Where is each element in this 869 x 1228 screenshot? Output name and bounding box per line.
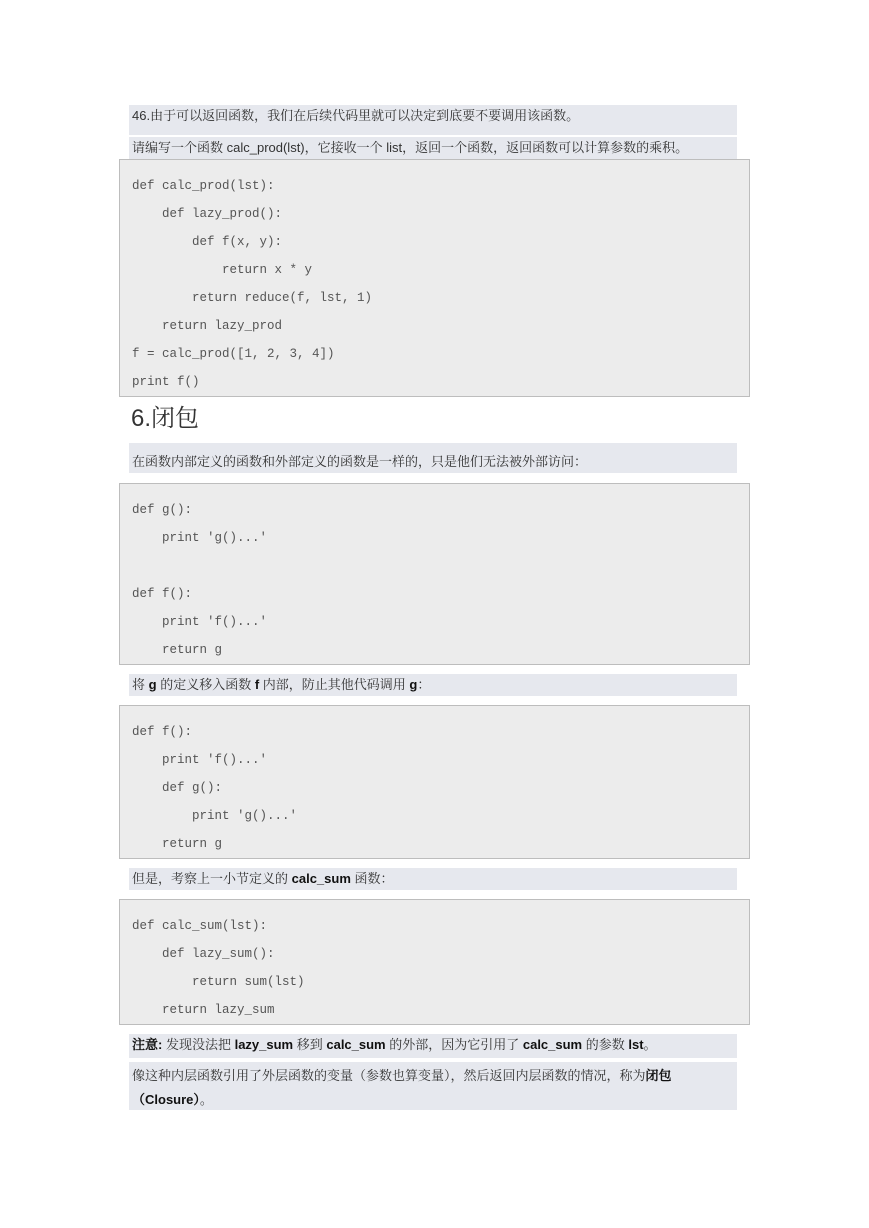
text-span: 但是，考察上一小节定义的 [132,871,292,886]
code-line: print 'f()...' [132,615,268,629]
code-line: f = calc_prod([1, 2, 3, 4]) [132,347,335,361]
note-paragraph [129,1034,737,1058]
code-line: def lazy_sum(): [132,947,275,961]
intro-line-2-text: 请编写一个函数 calc_prod(lst)，它接收一个 list，返回一个函数，返回函数可以计算参数的乘积。 [132,140,689,155]
code-line: print 'f()...' [132,753,268,767]
text-span: 移到 [293,1037,327,1052]
code-line: return g [132,837,223,851]
text-span: 发现没法把 [162,1037,235,1052]
text-span: 函数： [350,871,394,886]
text-span: 的外部，因为它引用了 [385,1037,523,1052]
code-line: def calc_sum(lst): [132,919,268,933]
code-line: print 'g()...' [132,809,298,823]
section-paragraph-text: 在函数内部定义的函数和外部定义的函数是一样的，只是他们无法被外部访问： [132,454,588,469]
calc-sum-paragraph [129,868,737,890]
code-line: def f(): [132,587,193,601]
code-line: def f(x, y): [132,235,283,249]
bold-term: calc_sum [326,1037,386,1052]
closure-paragraph [129,1062,737,1110]
text-span: 。 [199,1092,213,1107]
code-line: return reduce(f, lst, 1) [132,291,373,305]
code-line: def f(): [132,725,193,739]
bold-term: lst [628,1037,644,1052]
closure-english-term: （Closure） [132,1092,200,1107]
intro-line-1-text: 46.由于可以返回函数，我们在后续代码里就可以决定到底要不要调用该函数。 [132,108,580,123]
bold-term: lazy_sum [234,1037,294,1052]
code-block-outer-g [119,483,750,665]
section-title: 6.闭包 [131,405,200,432]
text-span: 。 [643,1037,657,1052]
code-line: def g(): [132,503,193,517]
code-line: def lazy_prod(): [132,207,283,221]
code-line: def g(): [132,781,223,795]
text-span: 的参数 [582,1037,629,1052]
text-span: 的定义移入函数 [156,677,255,692]
text-span: 内部，防止其他代码调用 [259,677,410,692]
bold-term: g [148,677,157,692]
code-block-calc-prod [119,159,750,397]
code-line: return lazy_sum [132,1003,275,1017]
text-span: 像这种内层函数引用了外层函数的变量（参数也算变量），然后返回内层函数的情况，称为 [132,1068,646,1083]
code-line: def calc_prod(lst): [132,179,275,193]
bold-term: calc_sum [291,871,351,886]
code-line: print 'g()...' [132,531,268,545]
bold-term: g [409,677,418,692]
text-span: 将 [132,677,149,692]
code-line: return g [132,643,223,657]
code-block-nested-g [119,705,750,859]
code-line: print f() [132,375,200,389]
bold-term: f [254,677,260,692]
note-label: 注意: [132,1037,163,1052]
closure-term: 闭包 [645,1068,672,1083]
code-line: return sum(lst) [132,975,305,989]
section-paragraph [129,443,737,473]
intro-line-1 [129,105,737,135]
code-line: return lazy_prod [132,319,283,333]
code-line: return x * y [132,263,313,277]
move-g-paragraph [129,674,737,696]
intro-line-2 [129,137,737,159]
bold-term: calc_sum [522,1037,583,1052]
text-span: ： [417,677,431,692]
code-block-calc-sum [119,899,750,1025]
